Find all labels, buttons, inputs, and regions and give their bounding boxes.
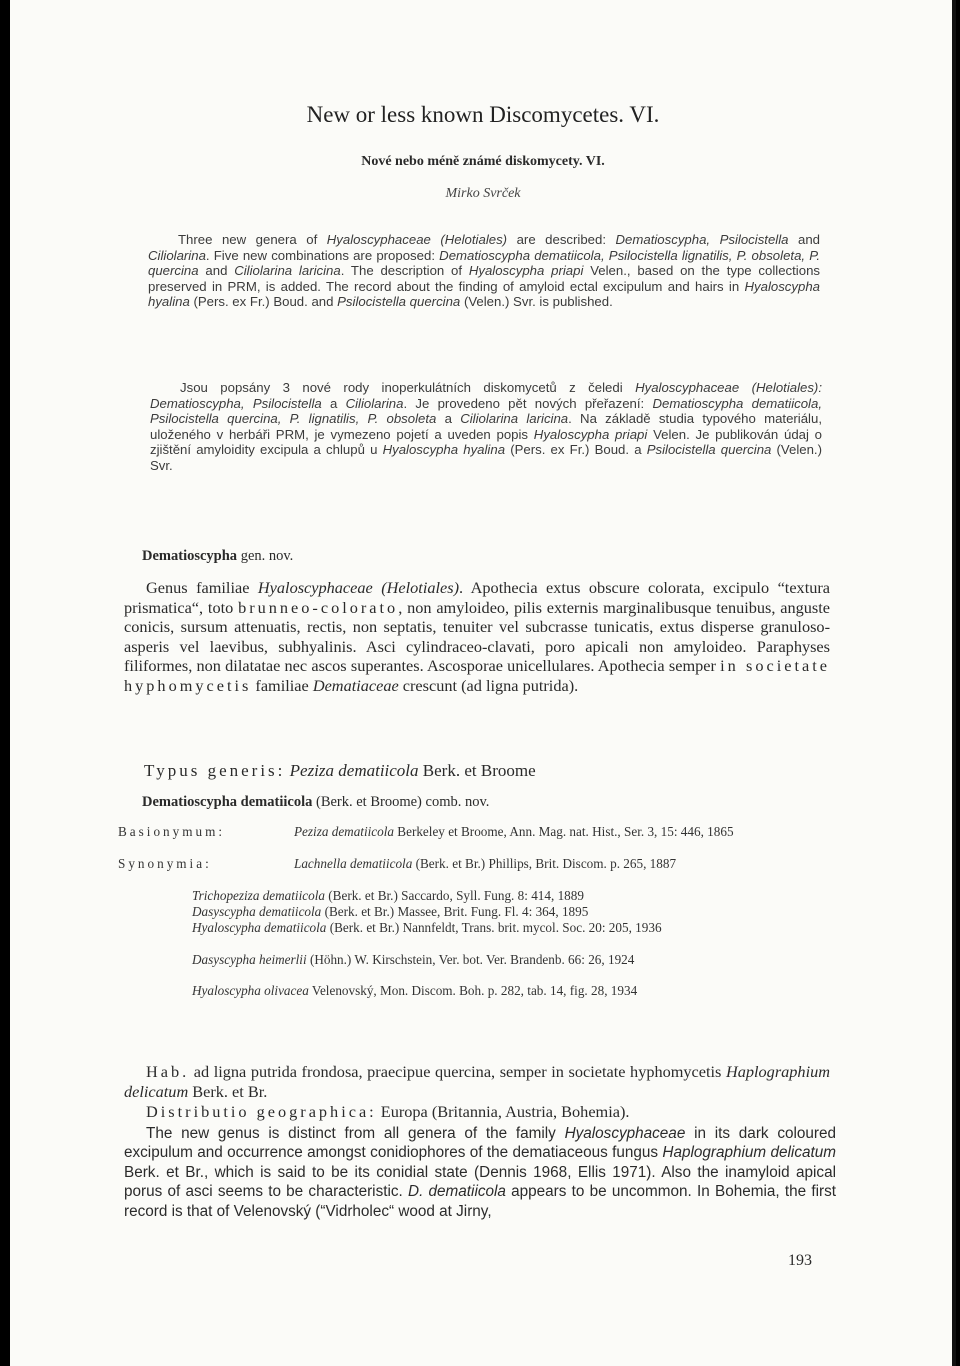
text-run: . Je provedeno pět nových přeřazení:	[403, 395, 653, 411]
italic-run: Lachnella dematiicola	[294, 856, 413, 871]
text-run: and	[788, 232, 821, 247]
italic-run: Hyaloscypha hyalina	[148, 278, 820, 310]
habitat-paragraph	[124, 1062, 830, 1101]
synonym-entry	[192, 904, 834, 920]
text-run: and	[198, 263, 235, 279]
text-run: . Five new combinations are proposed:	[205, 247, 440, 263]
genus-status: gen. nov.	[237, 548, 294, 564]
text-run: (Berk. et Br.) Phillips, Brit. Discom. p. 265, 1887	[412, 856, 677, 871]
abstract-english	[148, 232, 820, 310]
distribution-label: Distributio geographica:	[146, 1102, 377, 1121]
genus-name: Dematioscypha	[142, 548, 238, 564]
text-run: (Velen.) Svr. is published.	[460, 294, 613, 310]
text-run: . Apothecia extus obscure colorata, excipulo “textura prismatica“, toto	[124, 578, 830, 617]
italic-run: Psilocistella quercina	[337, 294, 461, 310]
spaced-run: in societate hyphomycetis	[124, 656, 831, 695]
spaced-run: brunneo-colorato	[238, 597, 399, 617]
discussion-paragraph	[124, 1124, 836, 1221]
text-run: (Berk. et Br.) Massee, Brit. Fung. Fl. 4: 364, 1895	[321, 904, 589, 919]
text-run: Three new genera of	[178, 232, 327, 247]
typus-species: Peziza dematiicola	[289, 761, 419, 780]
typus-label: Typus generis:	[144, 761, 286, 780]
text-run: are described:	[507, 232, 616, 247]
text-run: (Höhn.) W. Kirschstein, Ver. bot. Ver. Brandenb. 66: 26, 1924	[306, 952, 635, 967]
scan-edge	[952, 0, 956, 1366]
text-run: in its dark coloured excipulum and occurrence amongst conidiophores of the dematiaceous fungus	[124, 1125, 836, 1162]
text-run: . Na základě studia typového materiálu, uloženého v herbáři PRM, je vymezeno pojetí a uveden popis	[150, 411, 822, 442]
text-run: Berk. et Br.	[188, 1081, 268, 1101]
italic-run: Ciliolarina laricina	[234, 263, 341, 279]
abstract-czech	[150, 380, 822, 474]
text-run: (Velen.) Svr.	[150, 442, 822, 473]
italic-run: D. dematiicola	[408, 1183, 506, 1201]
distribution-text: Europa (Britannia, Austria, Bohemia).	[376, 1102, 630, 1121]
text-run: Velenovský, Mon. Discom. Boh. p. 282, tab. 14, fig. 28, 1934	[308, 983, 638, 998]
italic-run: Hyaloscypha hyalina	[382, 442, 506, 458]
italic-run: Dasyscypha dematiicola	[192, 904, 322, 919]
text-run: a	[436, 411, 461, 427]
synonyma-label-line	[118, 856, 212, 872]
latin-diagnosis	[124, 578, 830, 696]
italic-run: Dematioscypha, Psilocistella	[615, 232, 789, 247]
text-run: . The description of	[340, 263, 469, 279]
italic-run: Hyaloscypha dematiicola	[192, 920, 327, 935]
italic-run: Dematiaceae	[312, 675, 399, 695]
text-run: (Pers. ex Fr.) Boud. a	[505, 442, 647, 458]
text-run: (Berk. et Br.) Saccardo, Syll. Fung. 8: 414, 1889	[324, 888, 584, 903]
text-run: (Pers. ex Fr.) Boud. and	[189, 294, 338, 310]
text-run: crescunt (ad ligna putrida).	[398, 675, 579, 695]
italic-run: Trichopeziza dematiicola	[192, 888, 325, 903]
basionym-label: Basionymum:	[118, 824, 225, 839]
synonym-entry	[192, 983, 834, 999]
text-run: Berk. et Br., which is said to be its conidial state (Dennis 1968, Ellis 1971). Also the inamyloid apical porus of asci seems to be characteristic.	[124, 1163, 836, 1201]
italic-run: Hyaloscyphaceae (Helotiales): Dematioscypha, Psilocistella	[150, 380, 822, 411]
text-run: (Berk. et Br.) Nannfeldt, Trans. brit. mycol. Soc. 20: 205, 1936	[326, 920, 662, 935]
italic-run: Ciliolarina	[345, 395, 404, 411]
italic-run: Hyaloscyphaceae (Helotiales)	[326, 232, 508, 247]
article-subtitle-czech: Nové nebo méně známé diskomycety. VI.	[361, 154, 605, 169]
synonym-entry	[294, 856, 834, 872]
text-run: , non amyloideo, pilis externis marginalibusque tenuibus, anguste conicis, sursum attenuatis, rectis, non septatis, tenuiter vel subcrasse tunicatis, extus disperse granuloso-asperis vel laevibus, subhyalinis. Asci cylindraceo-clavati, poro apicali non amyloideo. Paraphyses filiformes, non dilatatae nec ascos superantes. Ascosporae unicellulares. Apothecia semper	[124, 597, 830, 676]
text-run: ad ligna putrida frondosa, praecipue quercina, semper in societate hyphomycetis	[189, 1062, 726, 1081]
journal-page	[10, 0, 956, 1366]
text-run: The new genus is distinct from all genera of the family	[146, 1125, 565, 1142]
italic-run: Hyaloscyphaceae	[564, 1125, 686, 1142]
italic-run: Dematioscypha dematiicola, Psilocistella quercina, P. lignatilis, P. obsoleta	[150, 395, 822, 427]
basionym-label-line	[118, 824, 225, 840]
typus-authority: Berk. et Broome	[418, 761, 536, 780]
italic-run: Haplographium delicatum	[662, 1144, 836, 1162]
text-run: Berkeley et Broome, Ann. Mag. nat. Hist., Ser. 3, 15: 446, 1865	[394, 824, 734, 839]
text-run: Velen. Je publikován údaj o zjištění amyloidity excipula a chlupů u	[150, 426, 823, 458]
italic-run: Dematioscypha dematiicola, Psilocistella lignatilis, P. obsoleta, P. quercina	[148, 247, 821, 279]
italic-run: Ciliolarina	[148, 247, 206, 263]
text-run: a	[321, 395, 346, 411]
italic-run: Ciliolarina laricina	[460, 411, 569, 427]
typus-generis	[144, 761, 856, 781]
text-run: Genus familiae	[146, 578, 258, 597]
spaced-run: Hab.	[146, 1062, 190, 1081]
italic-run: Hyaloscypha priapi	[533, 426, 648, 442]
synonym-entry	[192, 888, 834, 904]
synonym-entry	[192, 952, 834, 968]
distribution-line	[146, 1102, 858, 1122]
text-run: Jsou popsány 3 nové rody inoperkulátních diskomycetů z čeledi	[180, 380, 636, 395]
genus-heading	[142, 548, 854, 565]
page-number: 193	[788, 1252, 812, 1269]
italic-run: Hyaloscyphaceae (Helotiales)	[257, 578, 459, 597]
italic-run: Hyaloscypha olivacea	[192, 983, 309, 998]
italic-run: Haplographium delicatum	[124, 1062, 830, 1101]
basionym-entry	[294, 824, 834, 840]
species-status: (Berk. et Broome) comb. nov.	[312, 794, 490, 810]
article-title: New or less known Discomycetes. VI.	[306, 102, 660, 127]
italic-run: Psilocistella quercina	[646, 442, 772, 458]
species-heading	[142, 794, 854, 811]
italic-run: Peziza dematiicola	[294, 824, 394, 839]
text-run: familiae	[251, 675, 313, 695]
italic-run: Hyaloscypha priapi	[468, 263, 584, 279]
synonyma-label: Synonymia:	[118, 856, 212, 871]
text-run: appears to be uncommon. In Bohemia, the first record is that of Velenovský (“Vidrholec“ wood at Jirny,	[124, 1183, 837, 1220]
author-name: Mirko Svrček	[445, 186, 521, 201]
text-run: Velen., based on the type collections preserved in PRM, is added. The record about the finding of amyloid ectal excipulum and hairs in	[148, 263, 820, 294]
italic-run: Dasyscypha heimerlii	[192, 952, 307, 967]
species-name: Dematioscypha dematiicola	[142, 794, 313, 810]
synonym-entry	[192, 920, 834, 936]
